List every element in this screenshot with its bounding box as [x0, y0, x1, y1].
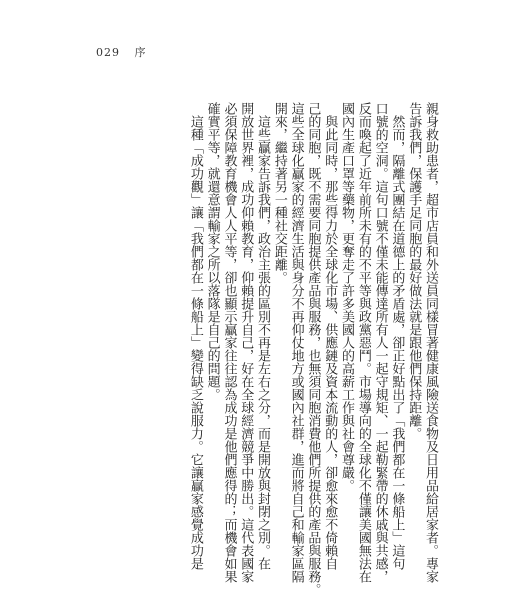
text-column: 反而喚起了近年前所未有的不平等與政黨惡鬥。市場導向的全球化不僅讓美國無法在 — [355, 102, 371, 583]
body-text — [186, 102, 438, 596]
text-column: 國內生產口罩等藥物，更奪走了許多美國人的高薪工作與社會尊嚴。 — [339, 102, 355, 492]
text-column: 親身救助患者，超市店員和外送員同樣冒著健康風險送食物及日用品給居家者。專家 — [423, 102, 438, 583]
text-column: 這些全球化贏家的經濟生活與身分不再仰仗地方或國內社群，進而將自己和輸家區隔 — [288, 102, 304, 583]
text-column: 告訴我們，保護手足同胞的最好做法就是跟他們保持距離。 — [406, 102, 422, 440]
page-header — [96, 44, 147, 60]
text-column: 開放世界裡，成功仰賴教育，仰賴提升自己，好在全球經濟競爭中勝出。這代表國家 — [238, 102, 254, 583]
text-column: 這種「成功觀」讓「我們都在一條船上」變得缺乏說服力。它讓贏家感覺成功是 — [187, 102, 203, 570]
text-column: 必須保障教育機會人人平等，卻也顯示贏家往往認為成功是他們應得的；而機會如果 — [221, 102, 237, 583]
chapter-title: 序 — [134, 46, 147, 59]
text-column: 確實平等，就還意謂輸家之所以落隊是自己的問題。 — [204, 102, 220, 401]
text-column: 這些贏家告訴我們，政治主張的區別不再是左右之分，而是開放與封閉之別。在 — [255, 102, 271, 570]
text-column: 與此同時，那些得力於全球化市場、供應鏈及資本流動的人，卻愈來愈不倚賴自 — [322, 102, 338, 570]
text-column: 己的同胞，既不需要同胞提供產品與服務，也無須同胞消費他們所提供的產品與服務。 — [305, 102, 321, 596]
text-column: 口號的空洞。這句口號不僅未能傳達所有人一起守規矩、一起勒緊帶的休戚與共感， — [372, 102, 388, 583]
text-column: 然而，隔離式團結在道德上的矛盾處，卻正好點出了「我們都在一條船上」這句 — [389, 102, 405, 570]
page-number: 029 — [96, 46, 120, 59]
text-column: 開來，繼持著另一種社交距離。 — [271, 102, 287, 284]
